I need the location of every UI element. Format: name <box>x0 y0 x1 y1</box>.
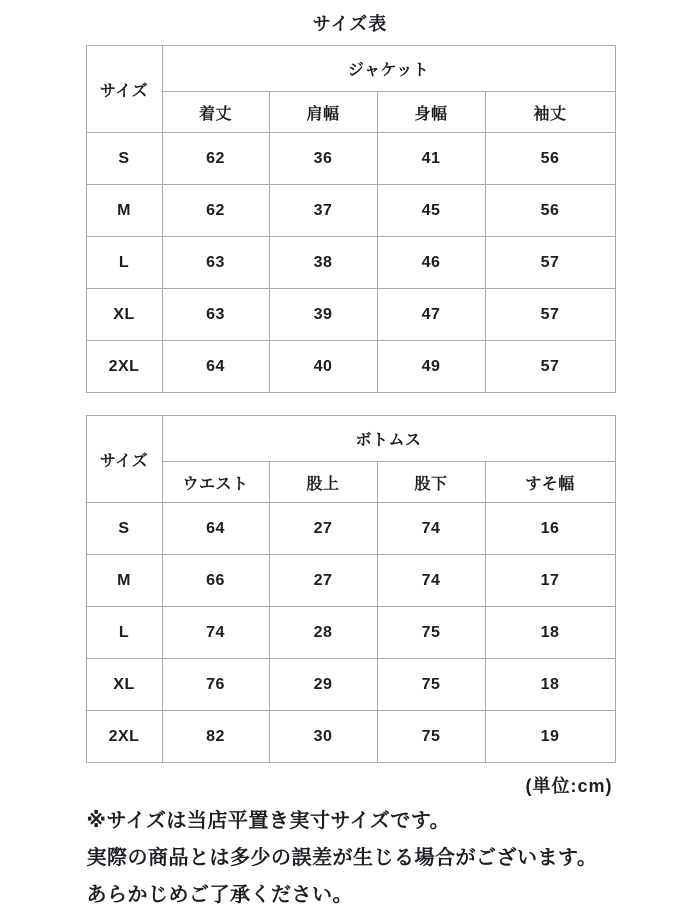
value-cell: 38 <box>269 237 377 289</box>
bottoms-header-row <box>86 416 615 462</box>
column-header: 股下 <box>377 462 485 503</box>
table-row <box>86 503 615 555</box>
table-row <box>86 289 615 341</box>
value-cell: 75 <box>377 607 485 659</box>
value-cell: 66 <box>162 555 269 607</box>
size-corner-header: サイズ <box>86 416 162 503</box>
group-header-bottoms: ボトムス <box>162 416 615 462</box>
bottoms-columns-row <box>86 462 615 503</box>
note-line: ※サイズは当店平置き実寸サイズです。 <box>86 810 451 832</box>
note-line: あらかじめご了承ください。 <box>86 884 353 906</box>
table-row <box>86 341 615 393</box>
value-cell: 40 <box>269 341 377 393</box>
value-cell: 27 <box>269 503 377 555</box>
column-header: 袖丈 <box>485 92 615 133</box>
note-line: 実際の商品とは多少の誤差が生じる場合がございます。 <box>86 847 598 869</box>
size-cell: L <box>86 607 162 659</box>
value-cell: 63 <box>162 237 269 289</box>
value-cell: 30 <box>269 711 377 763</box>
column-header: 股上 <box>269 462 377 503</box>
value-cell: 82 <box>162 711 269 763</box>
value-cell: 28 <box>269 607 377 659</box>
value-cell: 64 <box>162 503 269 555</box>
size-cell: M <box>86 185 162 237</box>
value-cell: 18 <box>485 607 615 659</box>
value-cell: 76 <box>162 659 269 711</box>
size-cell: 2XL <box>86 711 162 763</box>
value-cell: 62 <box>162 185 269 237</box>
size-cell: M <box>86 555 162 607</box>
value-cell: 75 <box>377 659 485 711</box>
column-header: すそ幅 <box>485 462 615 503</box>
bottoms-size-table <box>86 415 616 763</box>
value-cell: 62 <box>162 133 269 185</box>
jacket-size-table <box>86 45 616 393</box>
unit-note: (単位:cm) <box>525 776 613 796</box>
jacket-columns-row <box>86 92 615 133</box>
table-row <box>86 711 615 763</box>
value-cell: 36 <box>269 133 377 185</box>
table-row <box>86 659 615 711</box>
column-header: 肩幅 <box>269 92 377 133</box>
value-cell: 17 <box>485 555 615 607</box>
value-cell: 57 <box>485 289 615 341</box>
value-cell: 39 <box>269 289 377 341</box>
table-row <box>86 607 615 659</box>
column-header: 着丈 <box>162 92 269 133</box>
size-chart-sheet <box>86 0 615 914</box>
table-row <box>86 185 615 237</box>
value-cell: 75 <box>377 711 485 763</box>
value-cell: 64 <box>162 341 269 393</box>
value-cell: 41 <box>377 133 485 185</box>
group-header-jacket: ジャケット <box>162 46 615 92</box>
value-cell: 37 <box>269 185 377 237</box>
page-title: サイズ表 <box>312 14 388 34</box>
size-cell: L <box>86 237 162 289</box>
size-corner-header: サイズ <box>86 46 162 133</box>
value-cell: 29 <box>269 659 377 711</box>
column-header: ウエスト <box>162 462 269 503</box>
value-cell: 74 <box>377 555 485 607</box>
value-cell: 45 <box>377 185 485 237</box>
value-cell: 74 <box>162 607 269 659</box>
table-row <box>86 555 615 607</box>
value-cell: 18 <box>485 659 615 711</box>
value-cell: 16 <box>485 503 615 555</box>
size-cell: XL <box>86 289 162 341</box>
size-cell: XL <box>86 659 162 711</box>
size-cell: S <box>86 133 162 185</box>
table-row <box>86 237 615 289</box>
column-header: 身幅 <box>377 92 485 133</box>
value-cell: 57 <box>485 237 615 289</box>
size-cell: 2XL <box>86 341 162 393</box>
value-cell: 27 <box>269 555 377 607</box>
jacket-header-row <box>86 46 615 92</box>
value-cell: 56 <box>485 185 615 237</box>
value-cell: 19 <box>485 711 615 763</box>
value-cell: 46 <box>377 237 485 289</box>
disclaimer-notes <box>87 803 615 914</box>
value-cell: 57 <box>485 341 615 393</box>
value-cell: 56 <box>485 133 615 185</box>
value-cell: 49 <box>377 341 485 393</box>
size-cell: S <box>86 503 162 555</box>
table-row <box>86 133 615 185</box>
value-cell: 74 <box>377 503 485 555</box>
value-cell: 47 <box>377 289 485 341</box>
value-cell: 63 <box>162 289 269 341</box>
